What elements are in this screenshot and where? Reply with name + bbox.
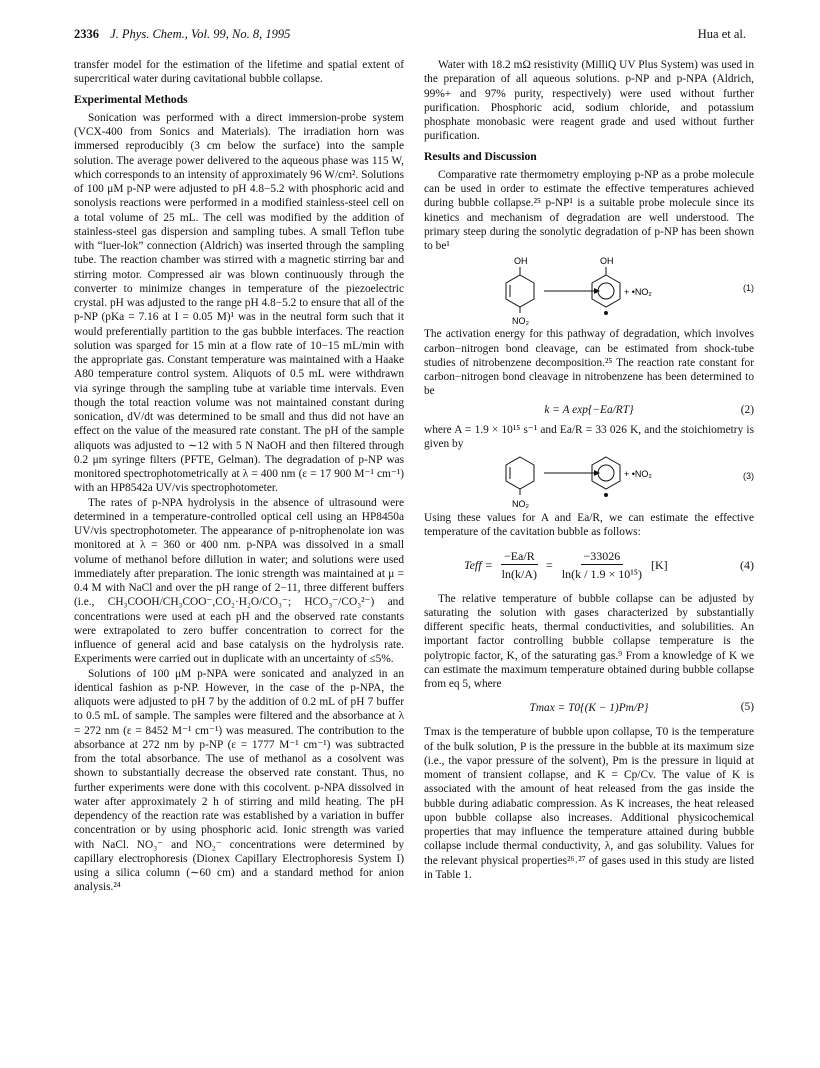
equation-4-fraction-2 [559,549,645,583]
paragraph-water: Water with 18.2 mΩ resistivity (MilliQ UV Plus System) was used in the preparation of all aqueous solutions. p-NP and p-NPA (Aldrich, 99%+ and 97% purity, respectively) were used without further purification. Phosphoric acid, sodium chloride, and potassium phosphate monobasic were reagent grade and used without further purification. [424,59,754,143]
oh-label-1: OH [514,256,528,267]
paragraph-hydrolysis: The rates of p-NPA hydrolysis in the absence of ultrasound were determined in a temperature-controlled optical cell using an HP8450a UV/vis spectrophotometer. The appearance of p-nitrophenolate ion was monitored at λ = 360 or 400 nm. p-NPA was dissolved in a small volume of methanol before dillution in water; and solutions were used immediately after preparation. The ionic strength was maintained at μ = 0.4 M with NaCl and over the pH range of 2−11, three different buffers (i.e., CH₃COOH/CH₃COO⁻,CO₂·H₂O/CO₃⁻; HCO₃⁻/CO₃²⁻) and concentrations were used at each pH and the observed rate constants were extrapolated to zero buffer concentration to correct for the influence of general acid and base catalysis on the hydrolysis rate. Experiments were carried out in duplicate with an uncertainty of ≤5%. [74,496,404,666]
reaction-scheme-1 [424,253,754,327]
paragraph-relative-temperature: The relative temperature of bubble collapse can be adjusted by saturating the solution with gases characterized by substantially different specific heats, thermal conductivities, and solubilities. An important factor controlling bubble collapse temperature is the polytropic factor, K, of the saturating gas.⁹ From a knowledge of K we can estimate the maximum temperature obtained during bubble collapse from eq 5, where [424,592,754,690]
equation-2-body: k = A exp{−Ea/RT} [544,404,634,417]
scheme-3-drawing [464,451,724,511]
oh-label-2: OH [600,256,614,267]
product-no2-3: + •NO₂ [624,469,652,479]
equation-number-2: (2) [740,403,754,416]
equation-number-5: (5) [740,701,754,714]
equation-4-fraction-1 [499,549,540,583]
paragraph-sonication: Sonication was performed with a direct immersion-probe system (VCX-400 from Sonics and Materials). The irradiation horn was immersed reproducibly (3 cm below the surface) into the sample solution. The average power delivered to the aqueous phase was 115 W, which corresponds to an intensity of approximately 96 W/cm². Solutions of 100 μM p-NP were adjusted to pH 4.8−5.2 with phosphoric acid and sonolysis reactions were performed in a modified stainless-steel cell on a total volume of 25 mL. The cell was modified by the addition of stainless-steel gas dispersion and sampling tubes. A small Teflon tube with “luer-lok” connection (Aldrich) was inserted through the sampling tube. The reaction chamber was stirred with a magnetic stirring bar and stirring motor. Compressed air was blown continuously through the converter to minimize changes in temperature of the piezoelectric crystal. pH was adjusted to the range pH 4.8−5.2 to ensure that all of the p-NP (pKa = 7.16 at I = 0.05 M)¹ was in the neutral form such that it would preferentially partition to the gas bubble interfaces. The reaction solution was sparged for 15 min at a flow rate of 10−15 mL/min with the appropriate gas. Constant temperature was maintained with a Haake A80 temperature control system. Aliquots of 0.5 mL were withdrawn via syringe through the sampling tube at variable time intervals. Even though the total reaction volume was not maintained constant during sonication, dV/dt was determined to be small and thus did not have an effect on the value of the measured rate constant. The pH of the sample aliquots was adjusted to ∼12 with 5 N NaOH and then filtered through 0.2 μm syringe filters (PFTE, Gelman). The degradation of p-NP was monitored spectrophotometrically at λ = 400 nm (ε = 17 900 M⁻¹ cm⁻¹) with an HP8542a UV/vis spectrophotometer. [74,111,404,495]
paragraph-using-values: Using these values for A and Ea/R, we can estimate the effective temperature of the cavitation bubble as follows: [424,512,754,539]
scheme-number-3: (3) [743,471,754,481]
journal-citation: J. Phys. Chem., Vol. 99, No. 8, 1995 [110,27,291,41]
intro-fragment: transfer model for the estimation of the lifetime and spatial extent of supercritical water during cavitational bubble collapse. [74,59,404,86]
fraction-1-denominator: ln(k/A) [501,566,537,581]
paragraph-stoichiometry: where A = 1.9 × 10¹⁵ s⁻¹ and Ea/R = 33 026 K, and the stoichiometry is given by [424,423,754,450]
equation-number-4: (4) [740,557,754,572]
equation-4-unit: [K] [651,558,668,573]
equation-2 [424,399,754,423]
product-no2-1: + •NO₂ [624,287,652,298]
scheme-number-1: (1) [743,283,754,294]
fraction-2-denominator: ln(k / 1.9 × 10¹⁵) [561,566,642,581]
running-authors: Hua et al. [697,27,746,41]
reaction-scheme-3 [424,451,754,511]
paragraph-pnpa-sonication: Solutions of 100 μM p-NPA were sonicated and analyzed in an identical fashion as p-NP. However, in the case of the p-NPA, the aliquots were adjusted to pH 7 by the addition of 0.2 mL of pH 7 buffer to 0.5 mL of sample. The samples were filtered and the absorbance at λ = 272 nm (ε = 8452 M⁻¹ cm⁻¹) was measured. The contribution to the absorbance at 272 nm by p-NP (ε = 1777 M⁻¹ cm⁻¹) was subtracted from the total absorbance. The use of methanol as a cosolvent was shown to substantially decrease the observed rate constant. Thus, no further experiments were done with this cocolvent. p-NPA dissolved in water after approximately 2 h of stirring and mild heating. The pH dependency of the reaction rate was established by a variation in buffer concentration or by using phosphoric acid. Ionic strength was varied with NaCl. NO₃⁻ and NO₂⁻ concentrations were determined by capillary electrophoresis (Dionex Capillary Electrophoresis System I) using a silica column (∼60 cm) and a standard method for anion analysis.²⁴ [74,667,404,894]
paragraph-rate-thermometry: Comparative rate thermometry employing p-NP as a probe molecule can be used in order to estimate the effective temperatures achieved during bubble collapse.²⁵ p-NP¹ is a suitable probe molecule since its kinetics and mechanism of degradation are well understood. The primary steep during the sonolytic degradation of p-NP has been shown to be¹ [424,168,754,252]
page-number: 2336 [74,27,99,41]
scheme-1-drawing [464,253,724,327]
running-header [74,27,746,45]
equation-4-lhs: Teff = [464,558,493,573]
fraction-1-numerator: −Ea/R [501,549,538,565]
no2-label-3: NO₂ [512,499,529,509]
left-column [74,58,404,895]
equation-5-body: Tmax = T0{(K − 1)Pm/P} [529,702,649,715]
no2-label-1: NO₂ [512,316,529,327]
paragraph-activation-energy: The activation energy for this pathway of degradation, which involves carbon−nitrogen bond cleavage, can be estimated from shock-tube studies of nitrobenzene decomposition.²⁵ The reaction rate constant for carbon−nitrogen bond cleavage in nitrobenzene has been determined to be [424,328,754,398]
heading-experimental-methods: Experimental Methods [74,92,188,106]
heading-results: Results and Discussion [424,149,537,163]
fraction-2-numerator: −33026 [581,549,624,565]
right-column [424,58,754,882]
equation-5 [424,691,754,725]
equation-4: Teff = $\frac{-Ea/R}{\ln(k/A)}$ = $\frac{-33026}{\text{ln(k / 1.9 × 10¹⁵)}}$ [K] (4) [464,548,754,581]
paragraph-tmax-definitions: Tmax is the temperature of bubble upon collapse, T0 is the temperature of the bulk solution, P is the pressure in the bubble at its maximum size (i.e., the vapor pressure of the solvent), Pm is the pressure in liquid at moment of transient collapse, and K = Cp/Cv. The value of K is associated with the amount of heat released from the gas inside the bubble during adiabatic compression. As K increases, the heat released upon bubble collapse also increases. Additional physicochemical properties that may influence the temperature attained during bubble collapse include thermal conductivity, λ, and gas solubility. Values for the relevant physical properties²⁶˒²⁷ of gases used in this study are listed in Table 1. [424,726,754,881]
